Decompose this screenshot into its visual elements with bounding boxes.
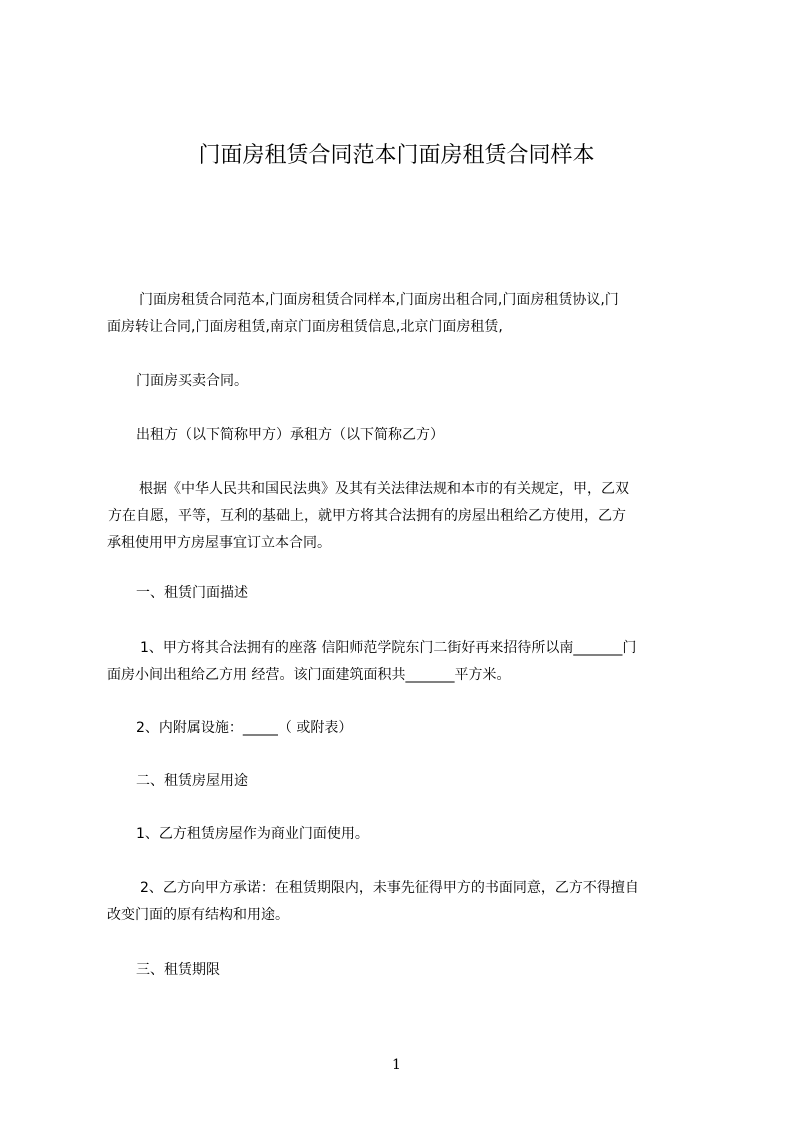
document-title: 门面房租赁合同范本门面房租赁合同样本 <box>198 143 595 168</box>
paragraph-line: 门面房租赁合同范本,门面房租赁合同样本,门面房出租合同,门面房租赁协议,门 <box>139 292 619 308</box>
paragraph-line: 承租使用甲方房屋事宜订立本合同。 <box>107 535 331 551</box>
paragraph-line: 2、乙方向甲方承诺：在租赁期限内，未事先征得甲方的书面同意，乙方不得擅自 <box>140 880 639 896</box>
paragraph-line: 1、甲方将其合法拥有的座落 信阳师范学院东门二街好再来招待所以南_______门 <box>140 640 637 656</box>
section-heading: 三、租赁期限 <box>136 962 220 978</box>
paragraph-line: 门面房买卖合同。 <box>136 373 248 389</box>
paragraph-line: 面房小间出租给乙方用 经营。该门面建筑面积共_______平方米。 <box>107 667 511 683</box>
paragraph-line: 方在自愿，平等，互利的基础上，就甲方将其合法拥有的房屋出租给乙方使用，乙方 <box>108 508 626 524</box>
paragraph-line: 根据《中华人民共和国民法典》及其有关法律法规和本市的有关规定，甲，乙双 <box>139 481 629 497</box>
paragraph-line: 面房转让合同,门面房租赁,南京门面房租赁信息,北京门面房租赁, <box>107 319 503 335</box>
paragraph-line: 改变门面的原有结构和用途。 <box>107 907 289 923</box>
section-heading: 一、租赁门面描述 <box>136 585 248 601</box>
paragraph-line: 出租方（以下简称甲方）承租方（以下简称乙方） <box>136 427 444 443</box>
paragraph-line: 1、乙方租赁房屋作为商业门面使用。 <box>136 826 369 842</box>
paragraph-line: 2、内附属设施：_____（ 或附表） <box>136 720 353 736</box>
page-number: 1 <box>392 1057 401 1073</box>
section-heading: 二、租赁房屋用途 <box>136 773 248 789</box>
